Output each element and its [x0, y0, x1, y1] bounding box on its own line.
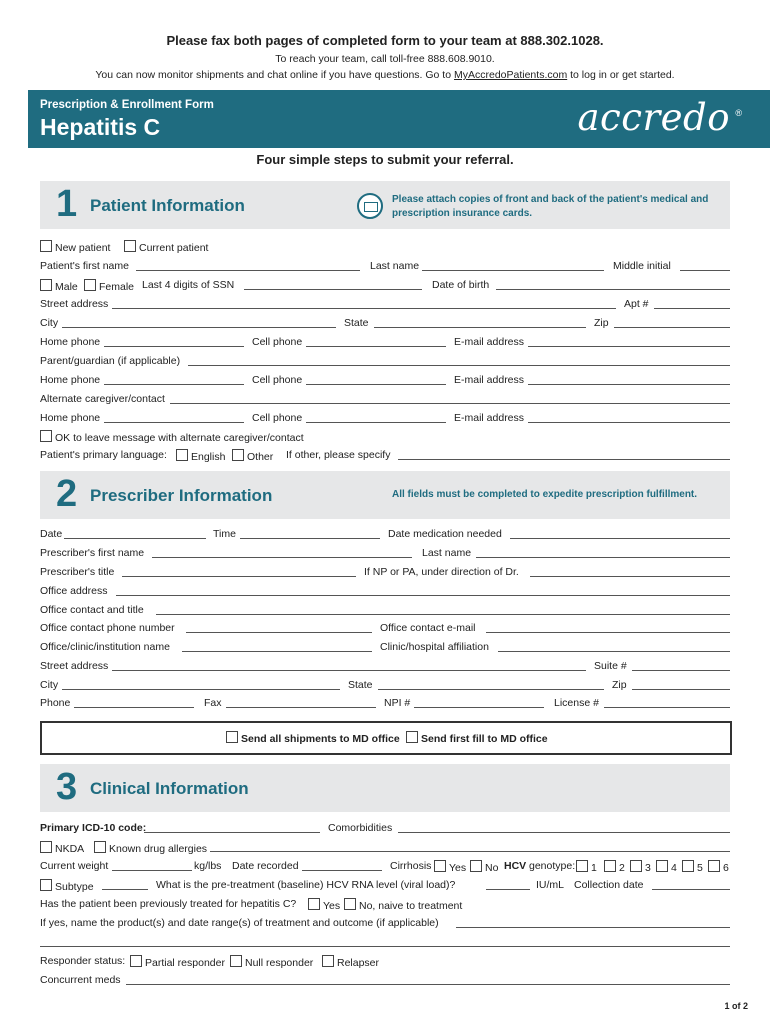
subtype-field[interactable] — [102, 879, 148, 890]
office-address-label: Office address — [40, 585, 108, 597]
prev-treated-label: Has the patient been previously treated for hepatitis C? — [40, 898, 297, 910]
middle-initial-field[interactable] — [680, 260, 730, 271]
ship-md-label: Send all shipments to MD office — [241, 733, 400, 745]
suite-label: Suite # — [594, 660, 627, 672]
prescriber-street-field[interactable] — [112, 660, 586, 671]
monitor-post: to log in or get started. — [567, 69, 675, 81]
prescriber-city-label: City — [40, 679, 59, 691]
page-number: 1 of 2 — [724, 1001, 748, 1011]
apt-field[interactable] — [654, 298, 730, 309]
middle-initial-label: Middle initial — [613, 260, 671, 272]
cell-phone-field[interactable] — [306, 336, 446, 347]
subtype-label: Subtype — [55, 881, 94, 893]
office-address-field[interactable] — [116, 585, 730, 596]
prescriber-title-field[interactable] — [122, 566, 356, 577]
date-needed-field[interactable] — [510, 528, 730, 539]
if-yes-label: If yes, name the product(s) and date range(s) of treatment and outcome (if applicable) — [40, 917, 439, 929]
genotype-1-label: 1 — [591, 862, 597, 874]
subtype-checkbox[interactable] — [40, 879, 52, 891]
npi-label: NPI # — [384, 697, 411, 709]
guardian-home-phone-field[interactable] — [104, 374, 244, 385]
ship-md-checkbox[interactable] — [226, 731, 238, 743]
hcv-label: HCV — [504, 860, 527, 872]
monitor-pre: You can now monitor shipments and chat online if you have questions. Go to — [95, 69, 454, 81]
affiliation-label: Clinic/hospital affiliation — [380, 641, 489, 653]
state-label: State — [344, 317, 369, 329]
patient-first-name-field[interactable] — [136, 260, 360, 271]
alt-home-phone-label: Home phone — [40, 412, 101, 424]
section1-note: Please attach copies of front and back of the patient's medical and prescription insurance cards. — [392, 194, 709, 219]
current-patient-checkbox[interactable] — [124, 240, 136, 252]
kglbs-label: kg/lbs — [194, 860, 222, 872]
current-patient-label: Current patient — [139, 242, 209, 254]
prescriber-street-label: Street address — [40, 660, 109, 672]
known-allergies-label: Known drug allergies — [109, 843, 208, 855]
prev-treated-yes-label: Yes — [323, 900, 341, 912]
accredo-logo: accredo — [577, 96, 730, 139]
naive-checkbox[interactable] — [344, 898, 356, 910]
rx-date-field[interactable] — [64, 528, 206, 539]
alt-email-label: E-mail address — [454, 412, 525, 424]
cirrhosis-yes-label: Yes — [449, 862, 467, 874]
prescriber-title-label: Prescriber's title — [40, 566, 115, 578]
home-phone-field[interactable] — [104, 336, 244, 347]
prescriber-phone-field[interactable] — [74, 697, 194, 708]
section2-header — [40, 471, 730, 519]
section2-note: All fields must be completed to expedite prescription fulfillment. — [392, 489, 698, 500]
guardian-cell-phone-label: Cell phone — [252, 374, 303, 386]
first-fill-checkbox[interactable] — [406, 731, 418, 743]
office-contact-field[interactable] — [156, 604, 730, 615]
new-patient-label: New patient — [55, 242, 111, 254]
patient-first-name-label: Patient's first name — [40, 260, 129, 272]
registered-mark: ® — [735, 108, 742, 118]
cirrhosis-no-checkbox[interactable] — [470, 860, 482, 872]
institution-field[interactable] — [182, 641, 372, 652]
office-email-field[interactable] — [486, 622, 730, 633]
language-label: Patient's primary language: — [40, 449, 167, 461]
prescriber-state-label: State — [348, 679, 373, 691]
date-recorded-label: Date recorded — [232, 860, 299, 872]
guardian-cell-phone-field[interactable] — [306, 374, 446, 385]
city-field[interactable] — [62, 317, 336, 328]
guardian-label: Parent/guardian (if applicable) — [40, 355, 181, 367]
ok-message-checkbox[interactable] — [40, 430, 52, 442]
rna-field[interactable] — [486, 879, 530, 890]
section3-header — [40, 764, 730, 812]
guardian-field[interactable] — [188, 355, 730, 366]
affiliation-field[interactable] — [498, 641, 730, 652]
prescriber-fax-label: Fax — [204, 697, 222, 709]
prescriber-last-name-field[interactable] — [476, 547, 730, 558]
reach-team-text: To reach your team, call toll-free 888.608.9010. — [275, 53, 495, 65]
weight-field[interactable] — [112, 860, 192, 871]
rx-time-field[interactable] — [240, 528, 380, 539]
genotype-6-checkbox[interactable] — [708, 860, 720, 872]
prescriber-phone-label: Phone — [40, 697, 71, 709]
icd-label: Primary ICD-10 code: — [40, 822, 147, 834]
ssn-field[interactable] — [244, 279, 422, 290]
nkda-checkbox[interactable] — [40, 841, 52, 853]
iuml-label: IU/mL — [536, 879, 565, 891]
english-checkbox[interactable] — [176, 449, 188, 461]
genotype-5-checkbox[interactable] — [682, 860, 694, 872]
naive-label: No, naive to treatment — [359, 900, 463, 912]
section1-title: Patient Information — [90, 196, 245, 215]
relapser-label: Relapser — [337, 957, 380, 969]
prescriber-first-name-field[interactable] — [152, 547, 412, 558]
weight-label: Current weight — [40, 860, 109, 872]
dob-label: Date of birth — [432, 279, 490, 291]
comorbidities-label: Comorbidities — [328, 822, 393, 834]
alt-caregiver-label: Alternate caregiver/contact — [40, 393, 165, 405]
genotype-2-label: 2 — [619, 862, 625, 874]
known-allergies-field[interactable] — [210, 841, 730, 852]
cirrhosis-no-label: No — [485, 862, 499, 874]
np-pa-label: If NP or PA, under direction of Dr. — [364, 566, 519, 578]
apt-label: Apt # — [624, 298, 649, 310]
email-label: E-mail address — [454, 336, 525, 348]
first-fill-label: Send first fill to MD office — [421, 733, 548, 745]
rna-label: What is the pre-treatment (baseline) HCV RNA level (viral load)? — [156, 879, 456, 891]
nkda-label: NKDA — [55, 843, 85, 855]
partial-responder-checkbox[interactable] — [130, 955, 142, 967]
comorbidities-field[interactable] — [398, 822, 730, 833]
prescriber-zip-label: Zip — [612, 679, 627, 691]
home-phone-label: Home phone — [40, 336, 101, 348]
form-subtitle: Prescription & Enrollment Form — [40, 99, 214, 111]
cirrhosis-label: Cirrhosis — [390, 860, 432, 872]
license-field[interactable] — [604, 697, 730, 708]
genotype-5-label: 5 — [697, 862, 703, 874]
female-checkbox[interactable] — [84, 279, 96, 291]
treatment-history-field[interactable] — [456, 917, 730, 928]
null-responder-label: Null responder — [245, 957, 314, 969]
other-language-checkbox[interactable] — [232, 449, 244, 461]
steps-heading: Four simple steps to submit your referral. — [256, 152, 514, 167]
prescriber-zip-field[interactable] — [632, 679, 730, 690]
collection-date-label: Collection date — [574, 879, 644, 891]
female-label: Female — [99, 281, 135, 293]
portal-link[interactable]: MyAccredoPatients.com — [453, 69, 568, 81]
genotype-3-label: 3 — [645, 862, 651, 874]
alt-cell-phone-field[interactable] — [306, 412, 446, 423]
zip-field[interactable] — [614, 317, 730, 328]
genotype-3-checkbox[interactable] — [630, 860, 642, 872]
other-language-label: Other — [247, 451, 274, 463]
concurrent-meds-field[interactable] — [126, 974, 730, 985]
alt-home-phone-field[interactable] — [104, 412, 244, 423]
prescriber-last-name-label: Last name — [422, 547, 472, 559]
concurrent-meds-label: Concurrent meds — [40, 974, 121, 986]
cirrhosis-yes-checkbox[interactable] — [434, 860, 446, 872]
zip-label: Zip — [594, 317, 609, 329]
np-pa-field[interactable] — [530, 566, 730, 577]
english-label: English — [191, 451, 226, 463]
guardian-email-field[interactable] — [528, 374, 730, 385]
license-label: License # — [554, 697, 599, 709]
alt-cell-phone-label: Cell phone — [252, 412, 303, 424]
guardian-email-label: E-mail address — [454, 374, 525, 386]
prescriber-first-name-label: Prescriber's first name — [40, 547, 145, 559]
date-recorded-field[interactable] — [302, 860, 382, 871]
rx-date-label: Date — [40, 528, 63, 540]
treatment-history-field-2[interactable] — [40, 936, 730, 947]
guardian-home-phone-label: Home phone — [40, 374, 101, 386]
if-other-label: If other, please specify — [286, 449, 391, 461]
new-patient-checkbox[interactable] — [40, 240, 52, 252]
alt-caregiver-field[interactable] — [170, 393, 730, 404]
form-title: Hepatitis C — [40, 114, 161, 140]
email-field[interactable] — [528, 336, 730, 347]
title-banner — [28, 90, 770, 148]
prescriber-fax-field[interactable] — [226, 697, 376, 708]
male-label: Male — [55, 281, 78, 293]
shipping-options-box — [40, 721, 732, 755]
genotype-4-checkbox[interactable] — [656, 860, 668, 872]
prescriber-state-field[interactable] — [378, 679, 604, 690]
institution-label: Office/clinic/institution name — [40, 641, 170, 653]
date-needed-label: Date medication needed — [388, 528, 502, 540]
collection-date-field[interactable] — [652, 879, 730, 890]
partial-responder-label: Partial responder — [145, 957, 225, 969]
prescriber-city-field[interactable] — [62, 679, 340, 690]
male-checkbox[interactable] — [40, 279, 52, 291]
patient-last-name-field[interactable] — [422, 260, 604, 271]
suite-field[interactable] — [632, 660, 730, 671]
genotype-2-checkbox[interactable] — [604, 860, 616, 872]
office-phone-field[interactable] — [186, 622, 372, 633]
null-responder-checkbox[interactable] — [230, 955, 242, 967]
rx-time-label: Time — [213, 528, 236, 540]
section1-number: 1 — [56, 183, 78, 225]
alt-email-field[interactable] — [528, 412, 730, 423]
office-phone-label: Office contact phone number — [40, 622, 175, 634]
section1-header — [40, 181, 730, 229]
office-contact-label: Office contact and title — [40, 604, 144, 616]
office-email-label: Office contact e-mail — [380, 622, 476, 634]
genotype-label: genotype: — [529, 860, 576, 872]
city-label: City — [40, 317, 59, 329]
genotype-6-label: 6 — [723, 862, 729, 874]
dob-field[interactable] — [496, 279, 730, 290]
other-language-field[interactable] — [398, 449, 730, 460]
section2-number: 2 — [56, 473, 78, 515]
monitor-text — [0, 69, 770, 81]
patient-last-name-label: Last name — [370, 260, 420, 272]
icd-field[interactable] — [144, 822, 320, 833]
fax-instruction: Please fax both pages of completed form to your team at 888.302.1028. — [166, 33, 604, 48]
relapser-checkbox[interactable] — [322, 955, 334, 967]
responder-label: Responder status: — [40, 955, 126, 967]
section2-title: Prescriber Information — [90, 486, 273, 505]
genotype-1-checkbox[interactable] — [576, 860, 588, 872]
state-field[interactable] — [374, 317, 586, 328]
known-allergies-checkbox[interactable] — [94, 841, 106, 853]
npi-field[interactable] — [414, 697, 544, 708]
section3-title: Clinical Information — [90, 779, 249, 798]
ok-message-label: OK to leave message with alternate caregiver/contact — [55, 432, 304, 444]
ssn-label: Last 4 digits of SSN — [142, 279, 235, 291]
section3-number: 3 — [56, 766, 78, 808]
id-card-icon — [357, 193, 383, 219]
genotype-4-label: 4 — [671, 862, 677, 874]
street-address-field[interactable] — [112, 298, 616, 309]
street-address-label: Street address — [40, 298, 109, 310]
prev-treated-yes-checkbox[interactable] — [308, 898, 320, 910]
cell-phone-label: Cell phone — [252, 336, 303, 348]
